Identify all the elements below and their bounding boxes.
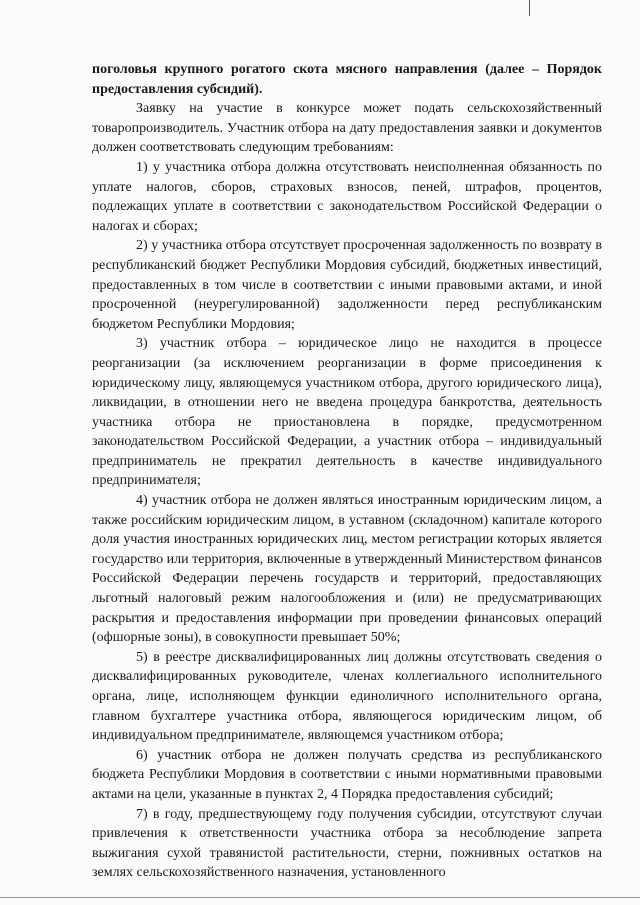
paragraph-intro: Заявку на участие в конкурсе может подать сельскохозяйственный товаропроизводитель. Участник отбора на дату предоставления заявки и документов должен соответствовать следующим требованиям: xyxy=(92,101,602,156)
paragraph-item-6: 6) участник отбора не должен получать средства из республиканского бюджета Республики Мордовия в соответствии с иными нормативными правовыми актами на цели, указанные в пунктах 2, 4 Порядка предоставления субсидий; xyxy=(92,747,602,802)
scan-edge-mark xyxy=(529,0,530,16)
paragraph-item-3: 3) участник отбора – юридическое лицо не находится в процессе реорганизации (за исключением реорганизации в форме присоединения к юридическому лицу, являющемуся участником отбора, другого юридического лица), ликвидации, в отношении него не введена процедура банкротства, деятельность участника отбора не приостановлена в порядке, предусмотренном законодательством Российской Федерации, а участник отбора – индивидуальный предприниматель не прекратил деятельность в качестве индивидуального предпринимателя; xyxy=(92,336,602,489)
paragraph-item-5: 5) в реестре дисквалифицированных лиц должны отсутствовать сведения о дисквалифицированных руководителе, членах коллегиального исполнительного органа, лице, исполняющем функции единоличного исполнительного органа, главном бухгалтере участника отбора, являющегося юридическим лицом, об индивидуальном предпринимателе, являющемся участником отбора; xyxy=(92,649,602,744)
paragraph-item-4: 4) участник отбора не должен являться иностранным юридическим лицом, а также российским юридическим лицом, в уставном (складочном) капитале которого доля участия иностранных юридических лиц, местом регистрации которых является государство или территория, включенные в утвержденный Министерством финансов Российской Федерации перечень государств и территорий, предоставляющих льготный налоговый режим налогообложения и (или) не предусматривающих раскрытия и предоставления информации при проведении финансовых операций (офшорные зоны), в совокупности превышает 50%; xyxy=(92,493,602,646)
document-heading: поголовья крупного рогатого скота мясного направления (далее – Порядок предоставления субсидий). xyxy=(92,62,602,97)
paragraph-item-7: 7) в году, предшествующему году получения субсидии, отсутствуют случаи привлечения к ответственности участника отбора за несоблюдение запрета выжигания сухой травянистой растительности, стерни, пожнивных остатков на землях сельскохозяйственного назначения, установленного xyxy=(92,806,602,881)
paragraph-item-1: 1) у участника отбора должна отсутствовать неисполненная обязанность по уплате налогов, сборов, страховых взносов, пеней, штрафов, процентов, подлежащих уплате в соответствии с законодательством Российской Федерации о налогах и сборах; xyxy=(92,159,602,234)
paragraph-item-2: 2) у участника отбора отсутствует просроченная задолженность по возврату в республиканский бюджет Республики Мордовия субсидий, бюджетных инвестиций, предоставленных в том числе в соответствии с иными правовыми актами, и иной просроченной (неурегулированной) задолженности перед республиканским бюджетом Республики Мордовия; xyxy=(92,238,602,332)
document-body xyxy=(92,60,602,883)
page-bottom-rule xyxy=(0,897,640,898)
